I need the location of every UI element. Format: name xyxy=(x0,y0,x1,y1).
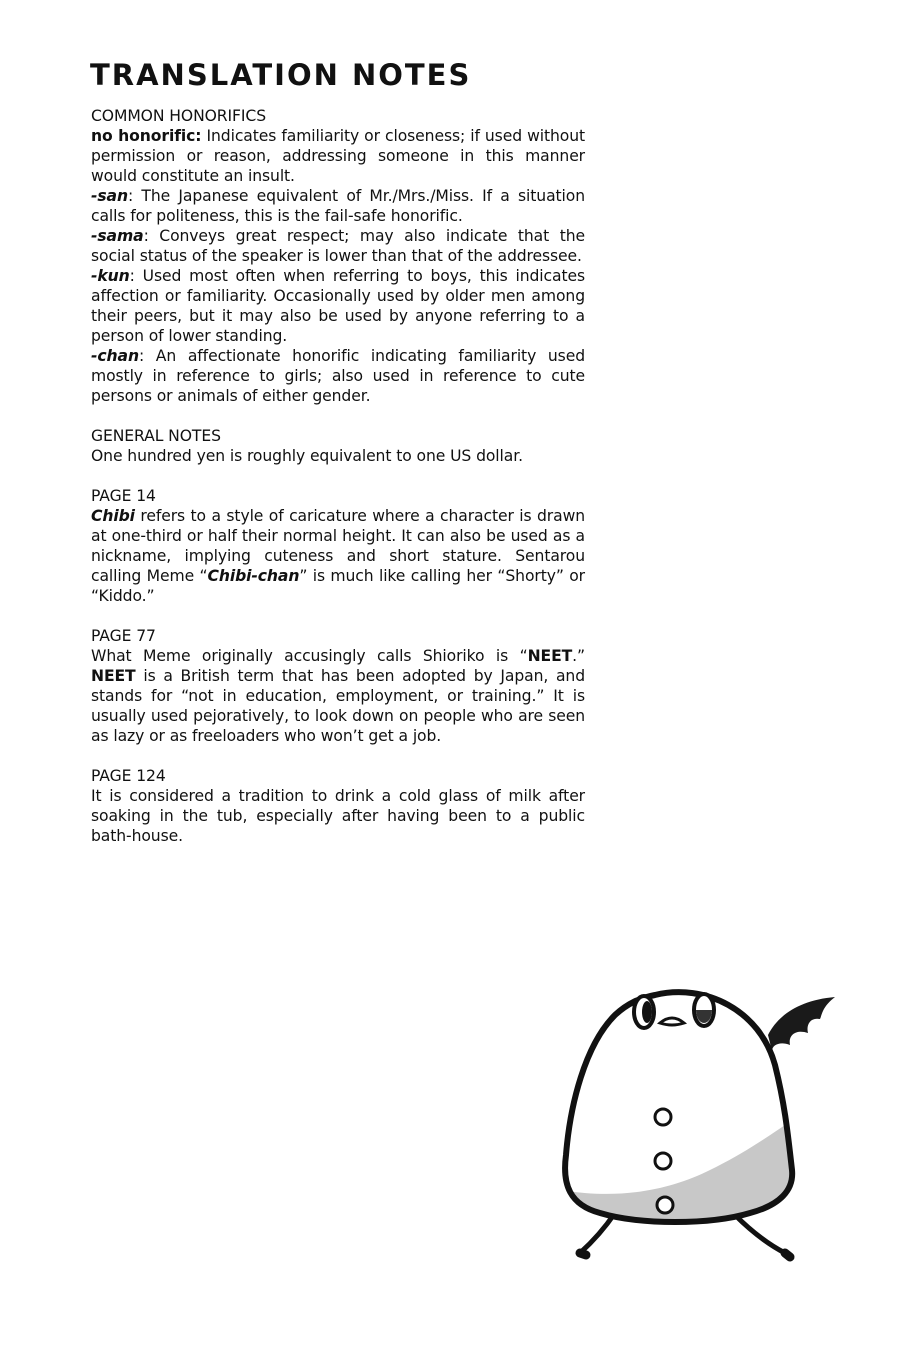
text-segment: refers to a style of caricature where a character is drawn at one-third or half their normal height. It can also be used as a nickname, implying cuteness and short stature. Sentarou calling Meme “ xyxy=(91,507,585,585)
page-77-heading: PAGE 77 xyxy=(91,627,156,645)
honorific-term: -chan xyxy=(91,347,139,365)
honorific-sep: : xyxy=(143,227,149,245)
term-neet: NEET xyxy=(91,667,136,685)
honorific-term: no honorific xyxy=(91,127,196,145)
honorific-sep: : xyxy=(138,347,145,365)
general-notes-section xyxy=(91,426,585,466)
page-124-heading: PAGE 124 xyxy=(91,767,166,785)
text-segment: is a British term that has been adopted by Japan, and stands for “not in education, employment, or training.” It is usually used pejoratively, to look down on people who are seen as lazy or as freeloaders who won’t get a job. xyxy=(91,667,585,745)
term-neet: NEET xyxy=(527,647,573,665)
honorific-term: -san xyxy=(91,187,128,205)
honorific-entry xyxy=(91,226,585,266)
honorific-entry xyxy=(91,126,585,186)
honorific-entry xyxy=(91,266,585,346)
chibi-mascot-icon xyxy=(560,985,840,1265)
page-124-section xyxy=(91,766,585,846)
honorific-entry xyxy=(91,346,585,406)
honorific-sep: : xyxy=(127,187,134,205)
page-77-section xyxy=(91,626,585,746)
honorific-sep: : xyxy=(195,127,202,145)
page-14-text xyxy=(91,506,585,606)
term-chibi-chan: Chibi-chan xyxy=(207,567,300,585)
page-title: TRANSLATION NOTES xyxy=(90,58,472,92)
page-14-heading: PAGE 14 xyxy=(91,487,156,505)
honorifics-heading: COMMON HONORIFICS xyxy=(91,107,266,125)
honorific-term: -sama xyxy=(91,227,144,245)
honorific-desc: Indicates familiarity or closeness; if used without permission or reason, addressing someone in this manner would constitute an insult. xyxy=(91,127,585,185)
honorific-desc: The Japanese equivalent of Mr./Mrs./Miss. If a situation calls for politeness, this is the fail-safe honorific. xyxy=(91,187,585,225)
term-chibi: Chibi xyxy=(91,507,135,525)
general-notes-heading: GENERAL NOTES xyxy=(91,427,221,445)
text-segment: ” is much like calling her “Shorty” or “Kiddo.” xyxy=(91,567,585,605)
honorific-sep: : xyxy=(129,267,135,285)
honorific-term: -kun xyxy=(91,267,130,285)
honorific-desc: Conveys great respect; may also indicate that the social status of the speaker is lower than that of the addressee. xyxy=(91,227,585,265)
page-14-section xyxy=(91,486,585,606)
honorific-desc: Used most often when referring to boys, this indicates affection or familiarity. Occasionally used by older men among their peers, but it may also be used by anyone referring to a person of lower standing. xyxy=(91,267,585,345)
general-notes-text: One hundred yen is roughly equivalent to one US dollar. xyxy=(91,447,523,465)
honorifics-section xyxy=(91,106,585,406)
honorific-entry xyxy=(91,186,585,226)
notes-content xyxy=(91,106,585,866)
page-124-text: It is considered a tradition to drink a cold glass of milk after soaking in the tub, especially after having been to a public bath-house. xyxy=(91,787,585,845)
honorific-desc: An affectionate honorific indicating familiarity used mostly in reference to girls; also used in reference to cute persons or animals of either gender. xyxy=(91,347,585,405)
text-segment: .” xyxy=(572,647,585,665)
text-segment: What Meme originally accusingly calls Shioriko is “ xyxy=(91,647,528,665)
page-77-text xyxy=(91,646,585,746)
